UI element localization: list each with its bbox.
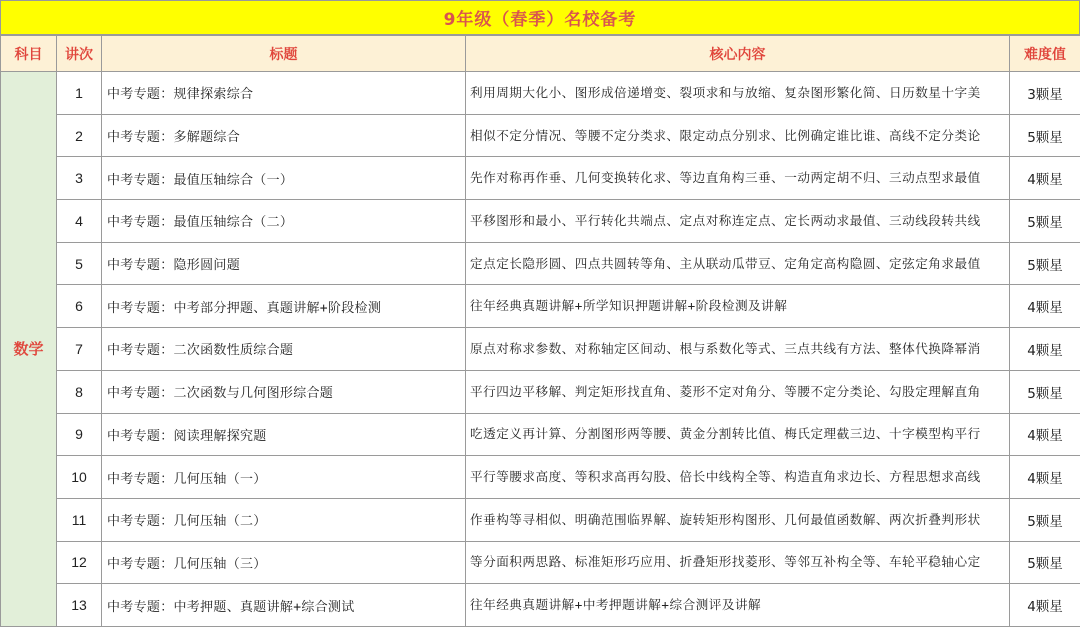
- course-table: [0, 35, 1080, 627]
- difficulty-cell: 5颗星: [1010, 200, 1080, 243]
- content-cell: 相似不定分情况、等腰不定分类求、限定动点分别求、比例确定谁比谁、高线不定分类论: [466, 114, 1010, 157]
- difficulty-cell: 4颗星: [1010, 285, 1080, 328]
- difficulty-cell: 4颗星: [1010, 328, 1080, 371]
- sheet-title: 9年级（春季）名校备考: [0, 0, 1080, 35]
- lesson-number-cell: 11: [57, 498, 102, 541]
- topic-cell: 中考专题：二次函数性质综合题: [102, 328, 466, 371]
- topic-cell: 中考专题：中考部分押题、真题讲解+阶段检测: [102, 285, 466, 328]
- difficulty-cell: 5颗星: [1010, 541, 1080, 584]
- difficulty-cell: 4颗星: [1010, 413, 1080, 456]
- header-topic: 标题: [102, 36, 466, 72]
- difficulty-cell: 4颗星: [1010, 584, 1080, 627]
- table-row: [1, 584, 1080, 627]
- table-row: [1, 242, 1080, 285]
- difficulty-cell: 5颗星: [1010, 114, 1080, 157]
- topic-cell: 中考专题：几何压轴（三）: [102, 541, 466, 584]
- table-row: [1, 328, 1080, 371]
- difficulty-cell: 4颗星: [1010, 456, 1080, 499]
- table-row: [1, 157, 1080, 200]
- table-row: [1, 456, 1080, 499]
- topic-cell: 中考专题：几何压轴（二）: [102, 498, 466, 541]
- lesson-number-cell: 6: [57, 285, 102, 328]
- content-cell: 原点对称求参数、对称轴定区间动、根与系数化等式、三点共线有方法、整体代换降幂消: [466, 328, 1010, 371]
- content-cell: 往年经典真题讲解+中考押题讲解+综合测评及讲解: [466, 584, 1010, 627]
- lesson-number-cell: 4: [57, 200, 102, 243]
- table-row: [1, 114, 1080, 157]
- lesson-number-cell: 3: [57, 157, 102, 200]
- content-cell: 作垂构等寻相似、明确范围临界解、旋转矩形构图形、几何最值函数解、两次折叠判形状: [466, 498, 1010, 541]
- topic-cell: 中考专题：最值压轴综合（二）: [102, 200, 466, 243]
- topic-cell: 中考专题：几何压轴（一）: [102, 456, 466, 499]
- header-subject: 科目: [1, 36, 57, 72]
- content-cell: 等分面积两思路、标准矩形巧应用、折叠矩形找菱形、等邻互补构全等、车轮平稳轴心定: [466, 541, 1010, 584]
- content-cell: 利用周期大化小、图形成倍递增变、裂项求和与放缩、复杂图形繁化简、日历数星十字美: [466, 72, 1010, 115]
- topic-cell: 中考专题：多解题综合: [102, 114, 466, 157]
- difficulty-cell: 5颗星: [1010, 498, 1080, 541]
- content-cell: 平行等腰求高度、等积求高再勾股、倍长中线构全等、构造直角求边长、方程思想求高线: [466, 456, 1010, 499]
- table-row: [1, 72, 1080, 115]
- lesson-number-cell: 12: [57, 541, 102, 584]
- lesson-number-cell: 13: [57, 584, 102, 627]
- table-row: [1, 285, 1080, 328]
- difficulty-cell: 3颗星: [1010, 72, 1080, 115]
- content-cell: 平移图形和最小、平行转化共端点、定点对称连定点、定长两动求最值、三动线段转共线: [466, 200, 1010, 243]
- difficulty-cell: 5颗星: [1010, 370, 1080, 413]
- lesson-number-cell: 1: [57, 72, 102, 115]
- header-row: [1, 36, 1080, 72]
- table-row: [1, 413, 1080, 456]
- subject-cell: 数学: [1, 72, 57, 627]
- topic-cell: 中考专题：最值压轴综合（一）: [102, 157, 466, 200]
- table-row: [1, 541, 1080, 584]
- content-cell: 平行四边平移解、判定矩形找直角、菱形不定对角分、等腰不定分类论、勾股定理解直角: [466, 370, 1010, 413]
- content-cell: 吃透定义再计算、分割图形两等腰、黄金分割转比值、梅氏定理截三边、十字模型构平行: [466, 413, 1010, 456]
- header-content: 核心内容: [466, 36, 1010, 72]
- content-cell: 先作对称再作垂、几何变换转化求、等边直角构三垂、一动两定胡不归、三动点型求最值: [466, 157, 1010, 200]
- lesson-number-cell: 8: [57, 370, 102, 413]
- topic-cell: 中考专题：阅读理解探究题: [102, 413, 466, 456]
- topic-cell: 中考专题：规律探索综合: [102, 72, 466, 115]
- table-row: [1, 370, 1080, 413]
- lesson-number-cell: 2: [57, 114, 102, 157]
- lesson-number-cell: 9: [57, 413, 102, 456]
- difficulty-cell: 5颗星: [1010, 242, 1080, 285]
- topic-cell: 中考专题：中考押题、真题讲解+综合测试: [102, 584, 466, 627]
- content-cell: 往年经典真题讲解+所学知识押题讲解+阶段检测及讲解: [466, 285, 1010, 328]
- header-difficulty: 难度值: [1010, 36, 1080, 72]
- lesson-number-cell: 10: [57, 456, 102, 499]
- lesson-number-cell: 7: [57, 328, 102, 371]
- table-row: [1, 200, 1080, 243]
- topic-cell: 中考专题：隐形圆问题: [102, 242, 466, 285]
- lesson-number-cell: 5: [57, 242, 102, 285]
- topic-cell: 中考专题：二次函数与几何图形综合题: [102, 370, 466, 413]
- content-cell: 定点定长隐形圆、四点共圆转等角、主从联动瓜带豆、定角定高构隐圆、定弦定角求最值: [466, 242, 1010, 285]
- header-lesson: 讲次: [57, 36, 102, 72]
- difficulty-cell: 4颗星: [1010, 157, 1080, 200]
- table-row: [1, 498, 1080, 541]
